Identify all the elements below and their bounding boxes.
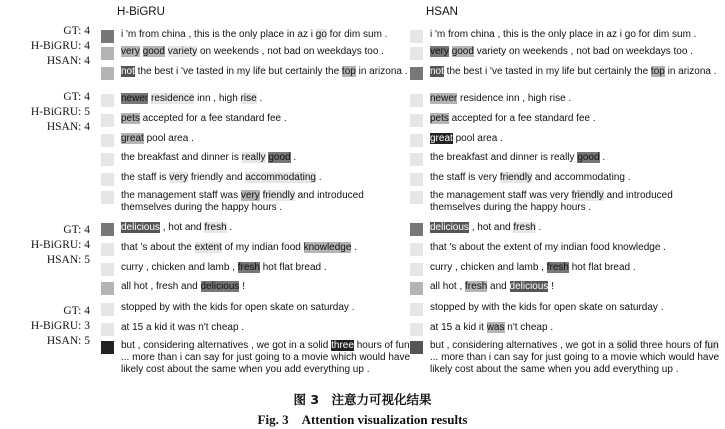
text-segment: the best i 've tasted in my life but certainly the [443, 66, 651, 77]
sentence-attention-square [101, 263, 114, 276]
sentence-text [430, 242, 720, 254]
sentence-text [430, 29, 720, 41]
rating-scores [8, 223, 90, 268]
rating-score: GT: 4 [63, 224, 90, 236]
hsan-sentence-row [410, 113, 720, 127]
highlighted-word: not [430, 66, 444, 77]
caption-english: Fig. 3 Attention visualization results [257, 412, 468, 427]
hsan-sentence-row [410, 302, 720, 316]
sentence-attention-square [410, 134, 423, 147]
sentence-attention-square [101, 30, 114, 43]
text-segment: the management staff was very [430, 190, 572, 201]
text-segment: hot flat bread . [568, 262, 636, 273]
highlighted-word: not [121, 66, 135, 77]
sentence-attention-square [101, 223, 114, 236]
sentence-text [430, 172, 720, 184]
text-segment: ! [548, 281, 554, 292]
highlighted-word: fun [704, 340, 719, 351]
text-segment: friendly and [188, 172, 246, 183]
sentence-attention-square [101, 134, 114, 147]
hsan-sentence-row [410, 322, 720, 336]
highlighted-word: pets [430, 113, 449, 124]
hbigru-sentence-row [101, 46, 411, 60]
text-segment: . [351, 242, 357, 253]
text-segment: all hot , fresh and [121, 281, 201, 292]
highlighted-word: accommodating [245, 172, 316, 183]
sentence-text [121, 302, 411, 314]
text-segment: the staff is very [430, 172, 500, 183]
hsan-sentence-row [410, 93, 720, 107]
sentence-attention-square [101, 47, 114, 60]
hbigru-sentence-row [101, 133, 411, 147]
rating-scores [8, 90, 90, 135]
hsan-sentence-row [410, 190, 720, 214]
title-hbigru: H-BiGRU [117, 6, 165, 18]
sentence-attention-square [410, 323, 423, 336]
text-segment: but , considering alternatives , we got in a [430, 340, 617, 351]
highlighted-word: delicious [430, 222, 469, 233]
sentence-attention-square [410, 303, 423, 316]
sentence-text [121, 281, 411, 293]
sentence-attention-square [101, 191, 114, 204]
highlighted-word: great [430, 133, 453, 144]
text-segment: the best i 've tasted in my life but certainly the [134, 66, 342, 77]
highlighted-word: good [142, 46, 165, 57]
sentence-text [430, 152, 720, 164]
highlighted-word: go [315, 29, 327, 40]
sentence-attention-square [101, 94, 114, 107]
sentence-text [121, 66, 411, 78]
highlighted-word: very [121, 46, 140, 57]
hbigru-sentence-row [101, 281, 411, 295]
hbigru-sentence-row [101, 172, 411, 186]
text-segment: in arizona . [355, 66, 408, 77]
sentence-attention-square [410, 341, 423, 354]
text-segment: . [599, 152, 606, 163]
text-segment: curry , chicken and lamb , [430, 262, 547, 273]
highlighted-word: fresh [513, 222, 536, 233]
rating-score: GT: 4 [63, 25, 90, 37]
sentence-text [430, 222, 720, 234]
highlighted-word: very [240, 190, 260, 201]
sentence-text [121, 262, 411, 274]
hsan-sentence-row [410, 46, 720, 60]
sentence-attention-square [101, 114, 114, 127]
rating-score: GT: 4 [63, 91, 90, 103]
text-segment: at 15 a kid it [430, 322, 487, 333]
text-segment: . [315, 172, 322, 183]
sentence-text [430, 66, 720, 78]
hbigru-sentence-row [101, 340, 411, 376]
highlighted-word: good [451, 46, 474, 57]
text-segment: residence inn , high rise . [457, 93, 572, 104]
hbigru-sentence-row [101, 190, 411, 214]
sentence-text [121, 322, 411, 334]
text-segment: . [535, 222, 542, 233]
highlighted-word: knowledge [303, 242, 352, 253]
sentence-text [430, 340, 720, 376]
rating-score: HSAN: 4 [46, 55, 90, 67]
rating-score: GT: 4 [63, 305, 90, 317]
rating-score: H-BiGRU: 4 [30, 239, 90, 251]
hsan-sentence-row [410, 262, 720, 276]
highlighted-word: residence [151, 93, 195, 104]
highlighted-word: top [341, 66, 356, 77]
highlighted-word: three [331, 340, 354, 351]
sentence-attention-square [410, 94, 423, 107]
text-segment: and [487, 281, 510, 292]
text-segment: . [226, 222, 233, 233]
text-segment: and introduced themselves during the happy hours . [430, 190, 673, 213]
text-segment: on weekends , not bad on weekdays too . [197, 46, 384, 57]
rating-scores [8, 24, 90, 69]
sentence-attention-square [410, 114, 423, 127]
highlighted-word: delicious [121, 222, 160, 233]
sentence-attention-square [101, 173, 114, 186]
hsan-sentence-row [410, 281, 720, 295]
highlighted-word: delicious [509, 281, 549, 292]
text-segment: i 'm from china , this is the only place in az i [121, 29, 316, 40]
sentence-text [430, 262, 720, 274]
highlighted-word: good [268, 152, 291, 163]
rating-scores [8, 304, 90, 349]
hbigru-sentence-row [101, 302, 411, 316]
sentence-text [121, 46, 411, 58]
text-segment: that 's about the extent of my indian food knowledge . [430, 242, 666, 253]
sentence-attention-square [101, 153, 114, 166]
rating-score: HSAN: 5 [46, 254, 90, 266]
sentence-attention-square [101, 243, 114, 256]
highlighted-word: friendly [499, 172, 533, 183]
rating-score: HSAN: 4 [46, 121, 90, 133]
highlighted-word: good [577, 152, 600, 163]
sentence-attention-square [101, 303, 114, 316]
sentence-text [430, 133, 720, 145]
text-segment: the breakfast and dinner is really [430, 152, 578, 163]
highlighted-word: variety [167, 46, 198, 57]
rating-score: HSAN: 5 [46, 335, 90, 347]
sentence-attention-square [410, 67, 423, 80]
text-segment: ! [239, 281, 245, 292]
hbigru-sentence-row [101, 152, 411, 166]
caption-chinese: 图 3 注意力可视化结果 [293, 392, 432, 407]
text-segment: stopped by with the kids for open skate on saturday . [121, 302, 355, 313]
text-segment: , hot and [468, 222, 514, 233]
hbigru-sentence-row [101, 66, 411, 80]
sentence-attention-square [101, 67, 114, 80]
highlighted-word: pets [121, 113, 140, 124]
text-segment: all hot , [430, 281, 466, 292]
text-segment: hours of fun ... more than i can say for just going to a movie which would have likely cost about the same when you add everything up . [121, 340, 411, 375]
highlighted-word: delicious [200, 281, 240, 292]
highlighted-word: top [650, 66, 665, 77]
highlighted-word: rise [240, 93, 257, 104]
text-segment: the management staff was [121, 190, 241, 201]
highlighted-word: very [430, 46, 449, 57]
text-segment: accepted for a fee standard fee . [139, 113, 287, 124]
hsan-sentence-row [410, 340, 720, 376]
text-segment: of my indian food [221, 242, 304, 253]
text-segment: hot flat bread . [259, 262, 327, 273]
text-segment: curry , chicken and lamb , [121, 262, 238, 273]
highlighted-word: friendly [262, 190, 295, 201]
hbigru-sentence-row [101, 262, 411, 276]
highlighted-word: newer [430, 93, 458, 104]
highlighted-word: fresh [237, 262, 260, 273]
highlighted-word: extent [194, 242, 222, 253]
text-segment: stopped by with the kids for open skate on saturday . [430, 302, 664, 313]
sentence-attention-square [410, 30, 423, 43]
text-segment: , hot and [159, 222, 205, 233]
sentence-text [430, 46, 720, 58]
hsan-sentence-row [410, 152, 720, 166]
sentence-attention-square [410, 282, 423, 295]
sentence-text [121, 113, 411, 125]
sentence-text [121, 190, 411, 214]
highlighted-word: was [486, 322, 505, 333]
hbigru-sentence-row [101, 29, 411, 43]
sentence-attention-square [410, 243, 423, 256]
text-segment: and introduced themselves during the happy hours . [121, 190, 364, 213]
highlighted-word: really [241, 152, 266, 163]
sentence-attention-square [101, 341, 114, 354]
sentence-text [430, 93, 720, 105]
sentence-text [430, 322, 720, 334]
highlighted-word: fresh [204, 222, 227, 233]
sentence-attention-square [101, 323, 114, 336]
text-segment: inn , high [194, 93, 241, 104]
sentence-text [121, 172, 411, 184]
highlighted-word: newer [121, 93, 149, 104]
text-segment: . [256, 93, 263, 104]
title-hsan: HSAN [426, 6, 458, 18]
sentence-attention-square [410, 191, 423, 204]
text-segment: accepted for a fee standard fee . [448, 113, 596, 124]
highlighted-word: solid [616, 340, 638, 351]
text-segment: for dim sum . [326, 29, 388, 40]
sentence-text [430, 190, 720, 214]
text-segment: ... more than i can say for just going to a movie which would have likely cost about the same when you add everything up . [430, 352, 720, 375]
hbigru-sentence-row [101, 222, 411, 236]
hsan-sentence-row [410, 29, 720, 43]
sentence-attention-square [410, 263, 423, 276]
highlighted-word: friendly [571, 190, 604, 201]
hbigru-sentence-row [101, 242, 411, 256]
highlighted-word: great [121, 133, 144, 144]
sentence-attention-square [410, 173, 423, 186]
sentence-attention-square [410, 153, 423, 166]
rating-score: H-BiGRU: 4 [30, 40, 90, 52]
text-segment: pool area . [452, 133, 503, 144]
sentence-text [430, 281, 720, 293]
sentence-text [121, 133, 411, 145]
sentence-text [121, 93, 411, 105]
rating-score: H-BiGRU: 5 [30, 106, 90, 118]
sentence-text [121, 242, 411, 254]
text-segment: the staff is [121, 172, 170, 183]
text-segment: that 's about the [121, 242, 195, 253]
sentence-attention-square [410, 47, 423, 60]
sentence-text [121, 152, 411, 164]
sentence-attention-square [410, 223, 423, 236]
text-segment: in arizona . [664, 66, 717, 77]
sentence-text [121, 340, 411, 376]
text-segment: three hours of [637, 340, 705, 351]
text-segment: and accommodating . [532, 172, 631, 183]
hbigru-sentence-row [101, 113, 411, 127]
text-segment: but , considering alternatives , we got in a solid [121, 340, 332, 351]
rating-score: H-BiGRU: 3 [30, 320, 90, 332]
hbigru-sentence-row [101, 322, 411, 336]
text-segment: the breakfast and dinner is [121, 152, 242, 163]
highlighted-word: very [169, 172, 189, 183]
highlighted-word: fresh [546, 262, 569, 273]
sentence-text [121, 222, 411, 234]
text-segment: . [290, 152, 297, 163]
text-segment: n't cheap . [504, 322, 554, 333]
highlighted-word: fresh [465, 281, 488, 292]
hsan-sentence-row [410, 172, 720, 186]
text-segment: i 'm from china , this is the only place in az i go for dim sum . [430, 29, 697, 40]
sentence-text [121, 29, 411, 41]
hsan-sentence-row [410, 133, 720, 147]
sentence-text [430, 302, 720, 314]
sentence-attention-square [101, 282, 114, 295]
sentence-text [430, 113, 720, 125]
hbigru-sentence-row [101, 93, 411, 107]
text-segment: pool area . [143, 133, 194, 144]
hsan-sentence-row [410, 222, 720, 236]
hsan-sentence-row [410, 66, 720, 80]
hsan-sentence-row [410, 242, 720, 256]
text-segment: variety on weekends , not bad on weekdays too . [473, 46, 693, 57]
text-segment: at 15 a kid it was n't cheap . [121, 322, 245, 333]
